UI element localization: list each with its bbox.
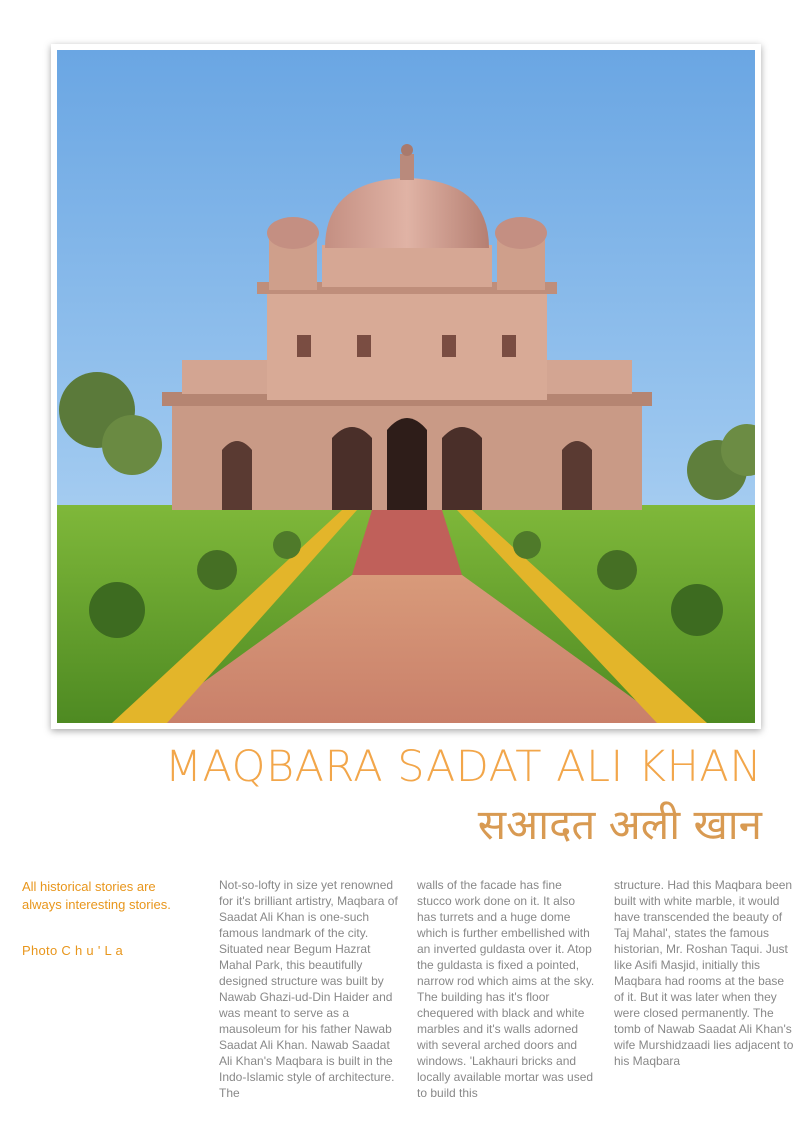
sidebar: [22, 878, 192, 960]
sidebar-tagline: All historical stories are always interesting stories.: [22, 879, 171, 912]
page-title-english: MAQBARA SADAT ALI KHAN: [164, 742, 762, 792]
body-column-3: structure. Had this Maqbara been built with white marble, it would have transcended the beauty of Taj Mahal', states the famous historian, Mr. Roshan Taqui. Just like Asifi Masjid, initially this Maqbara had rooms at the base of it. But it was later when they were closed permanently. The tomb of Nawab Saadat Ali Khan's wife Murshidzaadi lies adjacent to his Maqbara: [614, 878, 794, 1068]
photo-credit: Photo C h u ' L a: [22, 943, 124, 958]
page-title-hindi: सआदत अली खान: [477, 800, 762, 849]
body-column-2: walls of the facade has fine stucco work done on it. It also has turrets and a huge dome which is further embellished with an inverted guldasta over it. Atop the guldasta is fixed a pointed, narrow rod which aims at the sky. The building has it's floor chequered with black and white marbles and it's walls adorned with several arched doors and windows. 'Lakhauri bricks and locally available mortar was used to build this: [417, 878, 595, 1100]
body-column-1: Not-so-lofty in size yet renowned for it's brilliant artistry, Maqbara of Saadat Ali Khan is one-such famous landmark of the city. Situated near Begum Hazrat Mahal Park, this beautifully designed structure was built by Nawab Ghazi-ud-Din Haider and was meant to serve as a mausoleum for his father Nawab Saadat Ali Khan. Nawab Saadat Ali Khan's Maqbara is built in the Indo-Islamic style of architecture. The: [219, 878, 398, 1100]
photo-frame: [51, 44, 761, 729]
mausoleum-photo: [57, 50, 755, 723]
